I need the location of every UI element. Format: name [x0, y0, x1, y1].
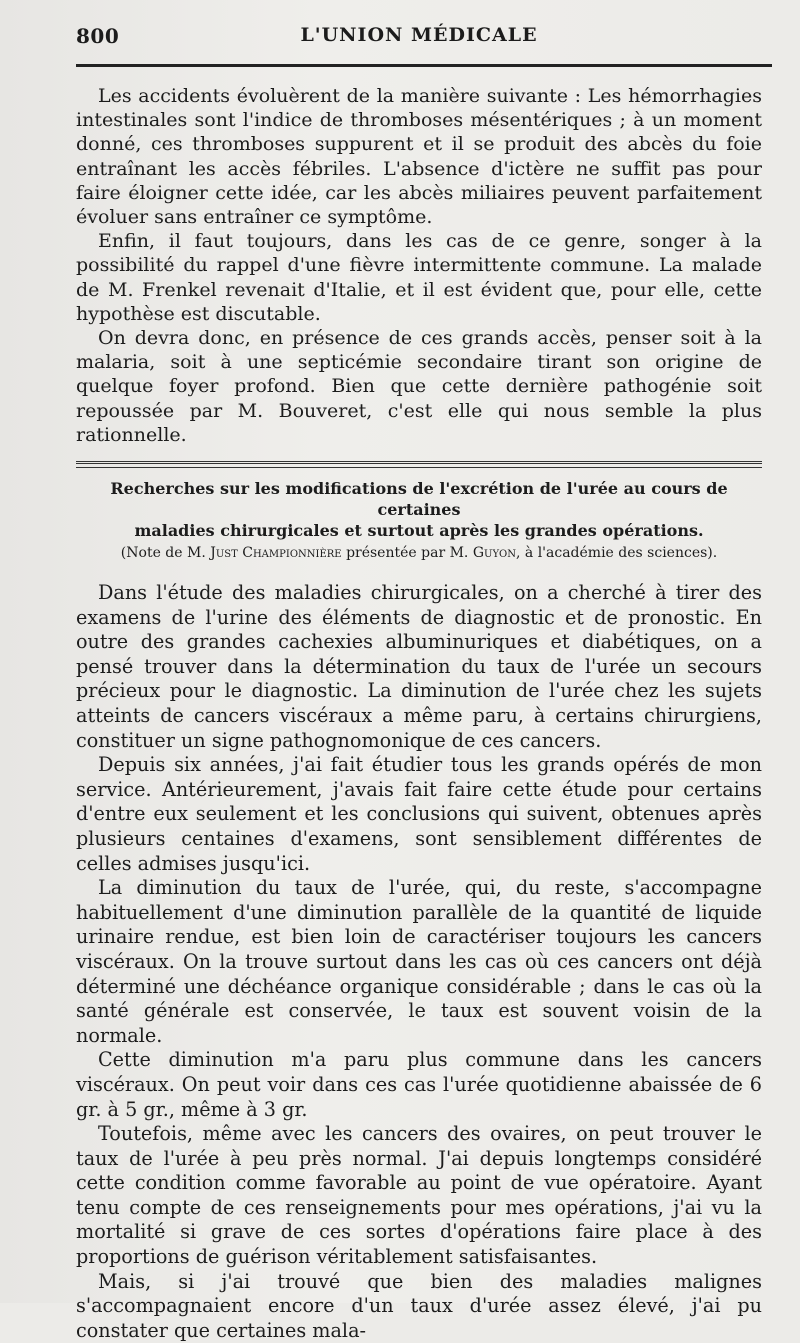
article-note — [76, 545, 762, 561]
paragraph: Depuis six années, j'ai fait étudier tous les grands opérés de mon service. Antérieurement, j'avais fait faire cette étude pour certains d'entre eux seulement et les conclusions qui suivent, obtenues après plusieurs centaines d'examens, sont sensiblement différentes de celles admises jusqu'ici. — [76, 753, 762, 875]
header-rule — [76, 64, 772, 67]
article-title-line: maladies chirurgicales et surtout après les grandes opérations. — [134, 521, 704, 541]
running-title: L'UNION MÉDICALE — [300, 24, 538, 46]
note-middle: présentée par M. — [346, 545, 469, 562]
paragraph: Enfin, il faut toujours, dans les cas de ce genre, songer à la possibilité du rappel d'une fièvre intermittente commune. La malade de M. Frenkel revenait d'Italie, et il est évident que, pour elle, cette hypothèse est discutable. — [76, 230, 762, 325]
note-prefix: (Note de M. — [120, 545, 206, 562]
page-number: 800 — [76, 24, 120, 48]
note-presenter: Guyon — [472, 545, 516, 562]
paragraph: Les accidents évoluèrent de la manière suivante : Les hémorrhagies intestinales sont l'indice de thromboses mésentériques ; à un moment donné, ces thromboses suppurent et il se produit des abcès du foie entraînant les accès fébriles. L'absence d'ictère ne suffit pas pour faire éloigner cette idée, car les abcès miliaires peuvent parfaitement évoluer sans entraîner ce symptôme. — [76, 85, 762, 229]
note-suffix: , à l'académie des sciences). — [516, 545, 718, 562]
page-header — [76, 0, 762, 60]
paragraph: Cette diminution m'a paru plus commune dans les cancers viscéraux. On peut voir dans ces cas l'urée quotidienne abaissée de 6 gr. à 5 gr., même à 3 gr. — [76, 1048, 762, 1121]
article-title — [76, 478, 762, 541]
paragraph: Toutefois, même avec les cancers des ovaires, on peut trouver le taux de l'urée à peu près normal. J'ai depuis longtemps considéré cette condition comme favorable au point de vue opératoire. Ayant tenu compte de ces renseignements pour mes opérations, j'ai vu la mortalité si grave de ces sortes d'opérations faire place à des proportions de guérison véritablement satisfaisantes. — [76, 1122, 762, 1269]
paragraph: La diminution du taux de l'urée, qui, du reste, s'accompagne habituellement d'une diminution parallèle de la quantité de liquide urinaire rendue, est bien loin de caractériser toujours les cancers viscéraux. On la trouve surtout dans les cas où ces cancers ont déjà déterminé une déchéance organique considérable ; dans le cas où la santé générale est conservée, le taux est souvent voisin de la normale. — [76, 876, 762, 1047]
article — [76, 478, 762, 1343]
continued-article — [76, 84, 762, 447]
note-author: Just Championnière — [210, 545, 342, 562]
page-body — [76, 84, 762, 1343]
section-divider — [76, 461, 762, 468]
paragraph: Mais, si j'ai trouvé que bien des maladies malignes s'accompagnaient encore d'un taux d'urée assez élevé, j'ai pu constater que certaines mala- — [76, 1269, 762, 1342]
paragraph: On devra donc, en présence de ces grands accès, penser soit à la malaria, soit à une septicémie secondaire tirant son origine de quelque foyer profond. Bien que cette dernière pathogénie soit repoussée par M. Bouveret, c'est elle qui nous semble la plus rationnelle. — [76, 327, 762, 446]
article-title-line: Recherches sur les modifications de l'excrétion de l'urée au cours de certaines — [110, 479, 728, 520]
paragraph: Dans l'étude des maladies chirurgicales, on a cherché à tirer des examens de l'urine des éléments de diagnostic et de pronostic. En outre des grandes cachexies albuminuriques et diabétiques, on a pensé trouver dans la détermination du taux de l'urée un secours précieux pour le diagnostic. La diminution de l'urée chez les sujets atteints de cancers viscéraux a même paru, à certains chirurgiens, constituer un signe pathognomonique de ces cancers. — [76, 581, 762, 752]
